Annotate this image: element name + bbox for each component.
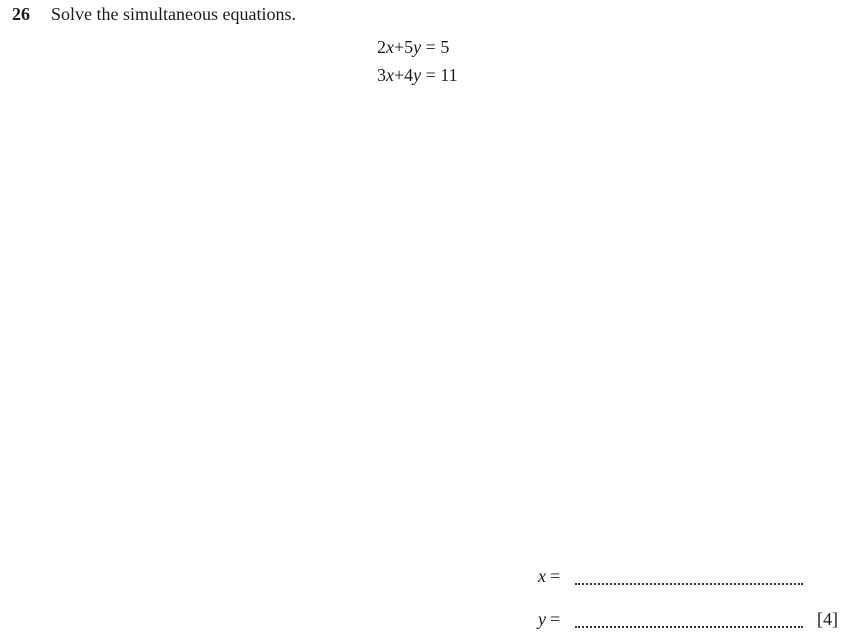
eq2-rhs: 11 <box>440 65 458 85</box>
answer-y-label: y <box>538 609 546 629</box>
question-number: 26 <box>12 4 30 24</box>
eq1-equals: = <box>425 37 436 57</box>
answer-y-input[interactable] <box>575 609 803 633</box>
marks-label: [4] <box>817 609 838 629</box>
eq1-plus: + <box>394 37 405 57</box>
eq2-var-y: y <box>413 65 422 85</box>
eq2-plus: + <box>394 65 405 85</box>
equations-block <box>377 33 458 89</box>
eq2-coef-y: 4 <box>404 65 414 85</box>
eq2-var-x: x <box>386 65 394 85</box>
answer-x-input[interactable] <box>575 566 803 590</box>
answer-x-equals: = <box>550 566 561 586</box>
eq1-coef-y: 5 <box>404 37 414 57</box>
eq2-equals: = <box>425 65 436 85</box>
eq1-var-x: x <box>386 37 394 57</box>
eq2-coef-x: 3 <box>377 65 386 85</box>
answer-y-row <box>538 609 560 633</box>
eq1-var-y: y <box>413 37 422 57</box>
answer-x-label: x <box>538 566 546 586</box>
equation-2 <box>377 61 458 89</box>
eq1-coef-x: 2 <box>377 37 386 57</box>
question-text: Solve the simultaneous equations. <box>51 4 296 24</box>
answer-x-row <box>538 566 560 590</box>
equation-1 <box>377 33 458 61</box>
eq1-rhs: 5 <box>440 37 450 57</box>
answer-y-equals: = <box>550 609 561 629</box>
